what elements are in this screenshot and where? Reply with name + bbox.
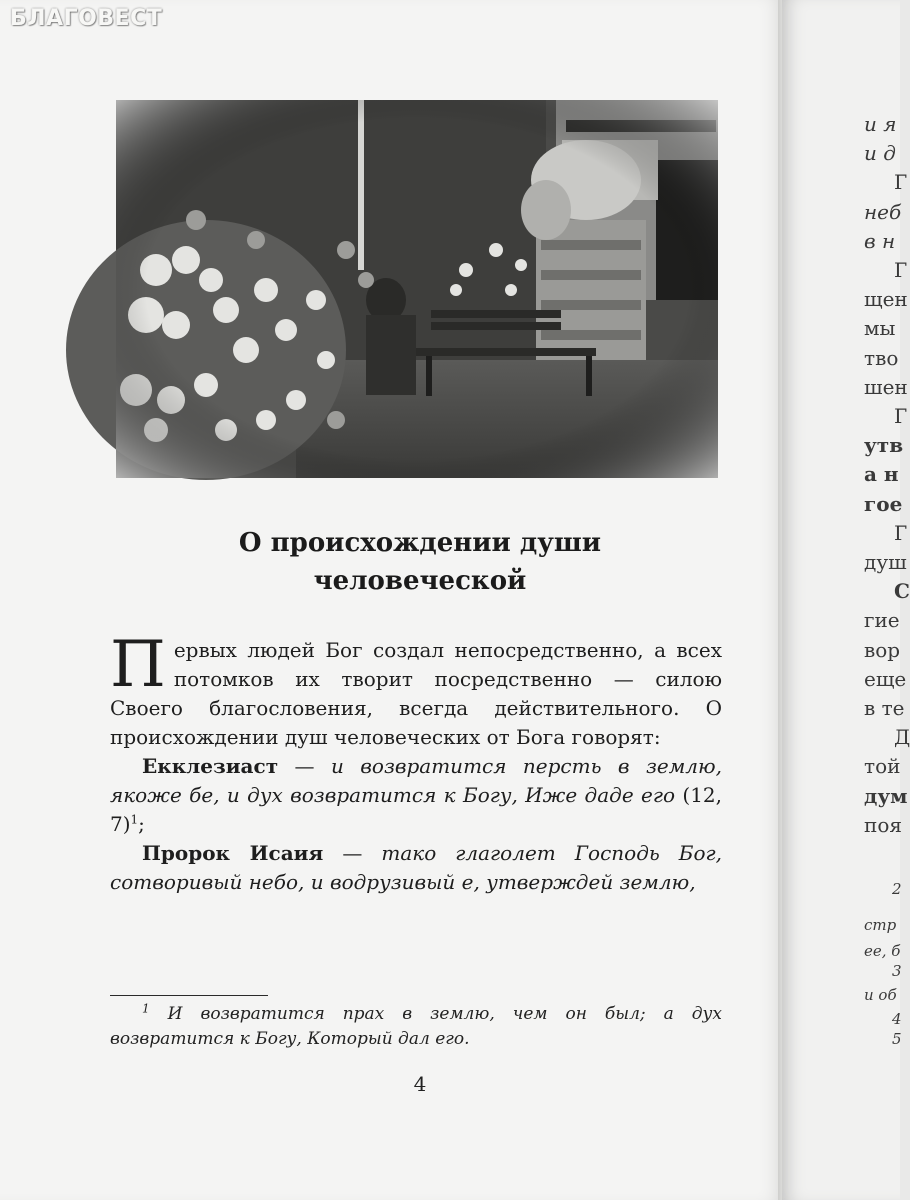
right-page-line: щен xyxy=(864,287,908,312)
right-page-line: мы xyxy=(864,316,896,341)
right-page-footnote: 5 xyxy=(892,1030,902,1048)
right-page-line: а н xyxy=(864,462,899,487)
quote-dash: — xyxy=(278,754,331,778)
quote-text: и возвратится персть в землю, якоже бе, и дух возвратится к Богу, Иже даде его xyxy=(110,754,722,807)
footnote-1 xyxy=(110,1002,722,1052)
right-page-line: тво xyxy=(864,345,899,370)
right-page-footnote: и об xyxy=(864,986,897,1004)
quote-dash: — xyxy=(323,841,382,865)
right-page-footnote: 3 xyxy=(892,962,902,980)
paragraph-intro xyxy=(110,628,722,752)
right-page-line: утв xyxy=(864,433,904,458)
right-page-line: вор xyxy=(864,637,901,662)
right-page-line: еще xyxy=(864,666,907,691)
garden-photo-image xyxy=(116,100,718,478)
chapter-title-line2: человеческой xyxy=(313,566,527,596)
footnote-ref: 1 xyxy=(130,812,139,827)
right-page-line: неб xyxy=(864,199,902,224)
quote-reference: (12, 7) xyxy=(110,783,723,836)
quote-ecclesiastes xyxy=(110,752,722,839)
right-page-line: шен xyxy=(864,374,908,399)
quote-author: Екклезиаст xyxy=(142,754,279,778)
footnote-text: И возвратится прах в землю, чем он был; а дух возвратится к Богу, Который дал его. xyxy=(110,1004,722,1049)
quote-end: ; xyxy=(138,812,145,836)
footnote-divider xyxy=(110,995,268,996)
right-page-line: дум xyxy=(864,783,908,808)
right-page-line: и д xyxy=(864,141,896,166)
quote-author: Пророк Исаия xyxy=(142,841,324,865)
right-page-footnote: 2 xyxy=(892,880,902,898)
body-text xyxy=(110,628,723,897)
right-page-line: душ xyxy=(864,550,907,574)
chapter-title-line1: О происхождении души xyxy=(238,528,602,558)
right-page-line: и я xyxy=(864,112,897,136)
right-page-footnote: ее, б xyxy=(864,942,901,960)
garden-photo xyxy=(116,100,718,478)
paragraph-intro-text: ервых людей Бог создал непосредственно, а всех потомков их творит посредственно — силою Своего благословения, всегда действительного. О происхождении душ человеческих от Бога говорят: xyxy=(110,638,722,749)
right-page-line: гие xyxy=(864,608,900,633)
chapter-title xyxy=(110,524,730,600)
right-page-line: С xyxy=(894,579,910,604)
right-page-line: Г xyxy=(894,520,908,545)
right-page-line: той xyxy=(864,754,901,779)
right-page-line: Г xyxy=(894,404,908,428)
right-page-line: в н xyxy=(864,228,896,253)
right-page-line: в те xyxy=(864,696,905,720)
page-number: 4 xyxy=(413,1072,427,1096)
right-page-line: Д xyxy=(894,725,910,750)
right-page-line: поя xyxy=(864,812,902,837)
right-page-line: Г xyxy=(894,170,908,195)
quote-text: тако глаголет Господь Бог, сотворивый небо, и водрузивый е, утверждей землю, xyxy=(110,841,722,894)
right-page-footnote: 4 xyxy=(892,1010,902,1028)
right-page xyxy=(782,0,910,1200)
watermark-logo: БЛАГОВЕСТ xyxy=(10,6,163,31)
right-page-line: Г xyxy=(894,258,908,282)
right-page-line: гое xyxy=(864,491,903,516)
right-page-footnote: стр xyxy=(864,916,897,934)
footnote-mark: 1 xyxy=(142,1001,150,1016)
quote-isaiah xyxy=(110,839,722,897)
drop-cap: П xyxy=(110,628,166,702)
